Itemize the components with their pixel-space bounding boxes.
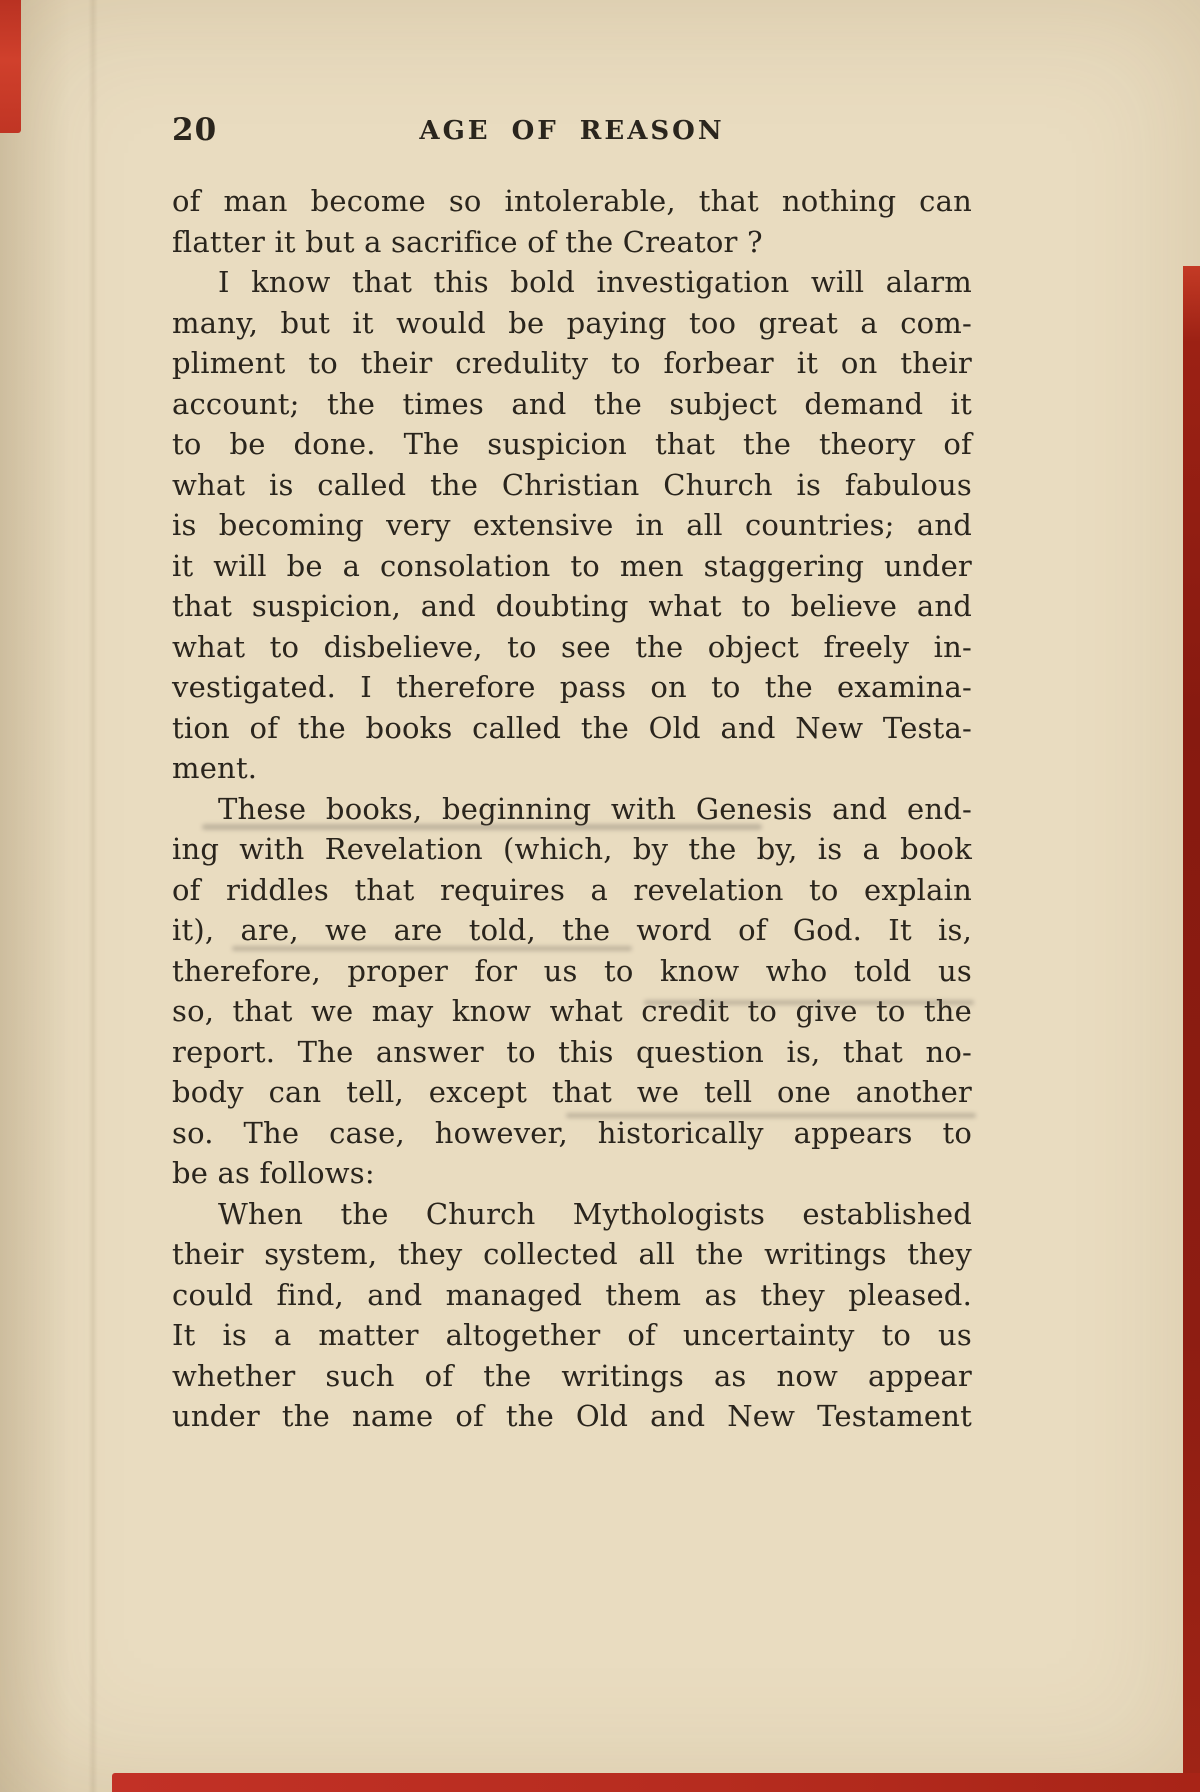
text-line: These books, beginning with Genesis and end- [218,791,972,826]
page-edge-shading [0,0,70,1792]
running-title: AGE OF REASON [419,116,725,146]
text-line: report. The answer to this question is, that no- [172,1034,972,1069]
text-line: body can tell, except that we tell one another [172,1075,972,1109]
text-line: flatter it but a sacrifice of the Creator ? [172,224,763,259]
text-line: account; the times and the subject demand it [172,386,972,421]
page-crease [88,0,98,1792]
text-line: it), are, we are told, the word of God. It is, [172,913,972,947]
page-header [172,112,972,152]
text-line: it will be a consolation to men staggering under [172,548,972,583]
page-body [172,181,972,1437]
text-line: of man become so intolerable, that nothing can [172,184,972,218]
text-line: whether such of the writings as now appear [172,1358,972,1393]
text-line: When the Church Mythologists established [218,1196,972,1231]
text-line: under the name of the Old and New Testament [172,1399,972,1433]
text-line: so. The case, however, historically appears to [172,1115,972,1150]
text-line: what to disbelieve, to see the object freely in- [172,629,972,664]
text-line: could find, and managed them as they pleased. [172,1277,972,1312]
text-line: what is called the Christian Church is fabulous [172,467,972,502]
page-number: 20 [172,112,218,148]
text-line: is becoming very extensive in all countries; and [172,508,972,542]
text-line: be as follows: [172,1156,375,1190]
text-line: ing with Revelation (which, by the by, is a book [172,832,972,866]
scan-red-strip-right [1183,266,1200,1792]
scan-red-strip-bottom [112,1773,1200,1792]
text-line: I know that this bold investigation will alarm [218,265,972,299]
text-line: It is a matter altogether of uncertainty to us [172,1318,972,1352]
text-line: of riddles that requires a revelation to explain [172,872,972,907]
text-line: their system, they collected all the writings they [172,1237,972,1271]
text-line: pliment to their credulity to forbear it on their [172,346,972,380]
scan-red-strip-top-left [0,0,21,133]
text-line: that suspicion, and doubting what to believe and [172,589,972,623]
text-line: tion of the books called the Old and New Testa- [172,710,972,745]
text-line: so, that we may know what credit to give to the [172,994,972,1028]
text-line: therefore, proper for us to know who told us [172,953,972,988]
text-line: ment. [172,751,258,785]
text-line: vestigated. I therefore pass on to the examina- [172,670,972,704]
text-line: many, but it would be paying too great a com- [172,305,972,340]
text-line: to be done. The suspicion that the theory of [172,427,972,461]
